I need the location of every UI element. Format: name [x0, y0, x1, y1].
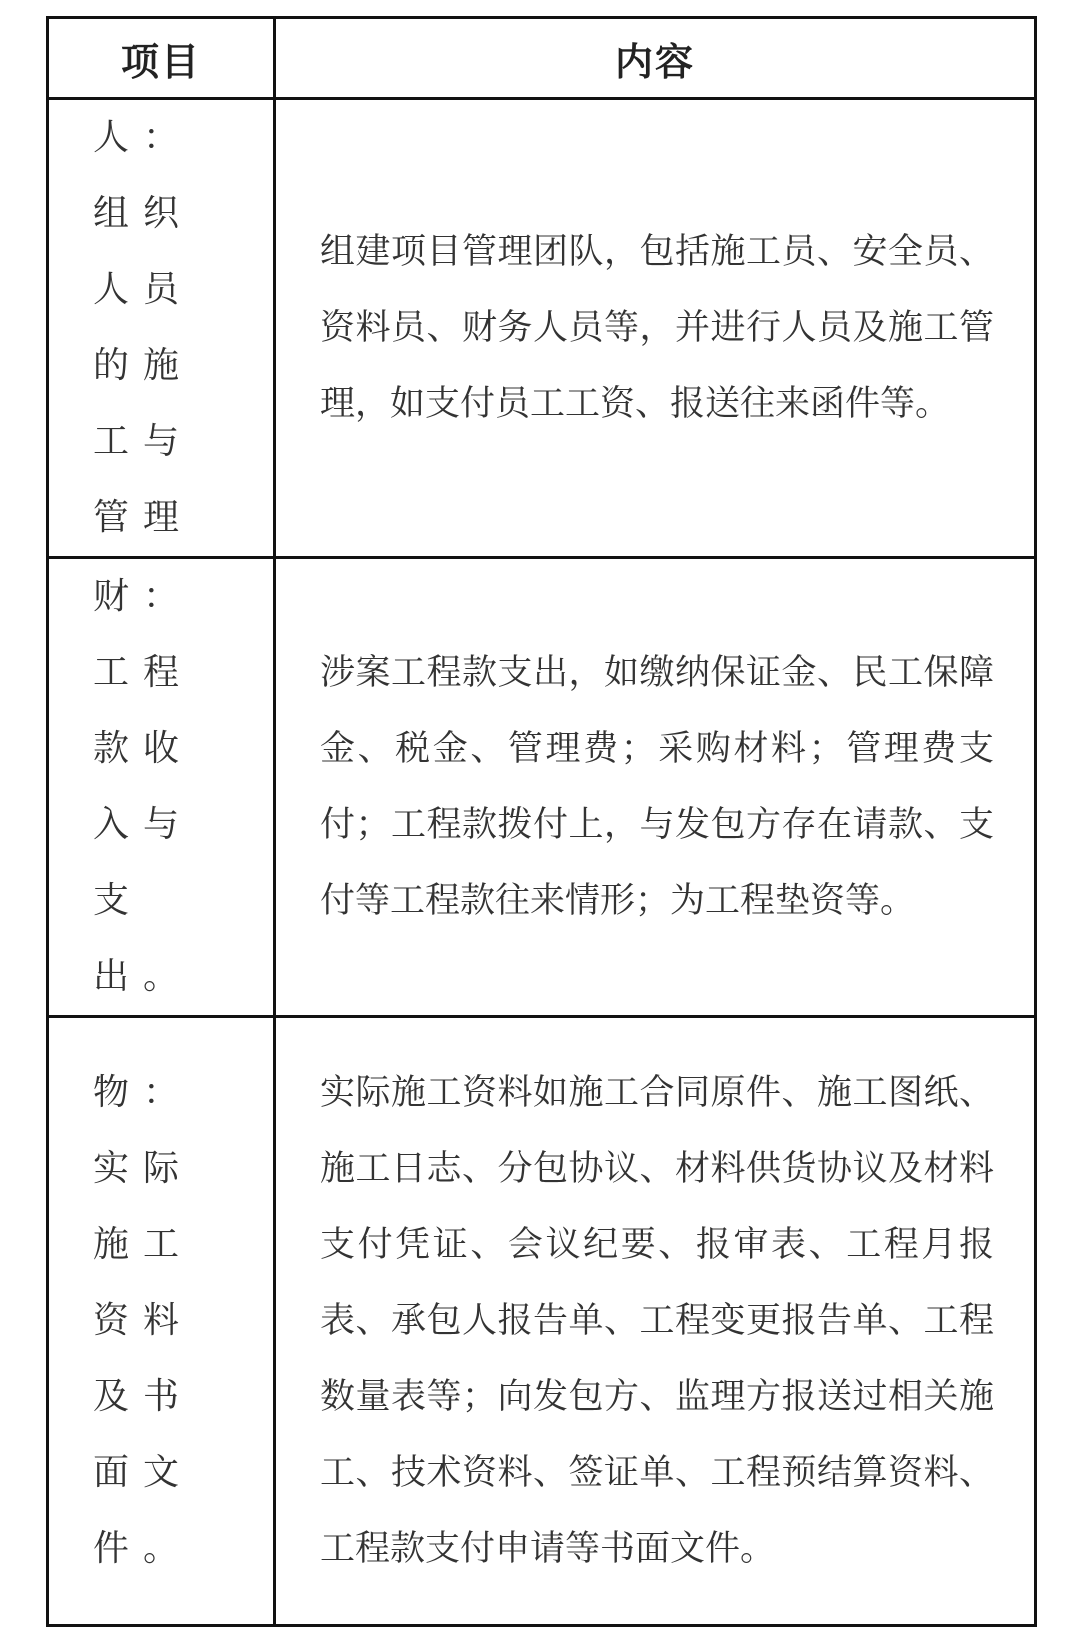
item-text: 人：组织人员的施工与管理 [93, 117, 194, 538]
item-text: 财：工程款收入与支出。 [93, 576, 194, 997]
table-row [48, 1017, 1036, 1626]
table-row [48, 99, 1036, 558]
item-cell [48, 99, 275, 558]
content-cell [275, 558, 1036, 1017]
content-text: 实际施工资料如施工合同原件、施工图纸、施工日志、分包协议、材料供货协议及材料支付凭证、会议纪要、报审表、工程月报表、承包人报告单、工程变更报告单、工程数量表等；向发包方、监理方报送过相关施工、技术资料、签证单、工程预结算资料、工程款支付申请等书面文件。 [320, 1073, 994, 1569]
content-cell [275, 99, 1036, 558]
content-table [46, 16, 1037, 1627]
table-row [48, 558, 1036, 1017]
item-cell [48, 1017, 275, 1626]
header-content: 内容 [275, 18, 1036, 99]
table-header-row [48, 18, 1036, 99]
item-text: 物：实际施工资料及书面文件。 [93, 1072, 194, 1569]
item-cell [48, 558, 275, 1017]
content-cell [275, 1017, 1036, 1626]
content-text: 组建项目管理团队，包括施工员、安全员、资料员、财务人员等，并进行人员及施工管理，如支付员工工资、报送往来函件等。 [320, 232, 994, 424]
header-item: 项目 [48, 18, 275, 99]
content-text: 涉案工程款支出，如缴纳保证金、民工保障金、税金、管理费；采购材料；管理费支付；工程款拨付上，与发包方存在请款、支付等工程款往来情形；为工程垫资等。 [320, 653, 994, 921]
